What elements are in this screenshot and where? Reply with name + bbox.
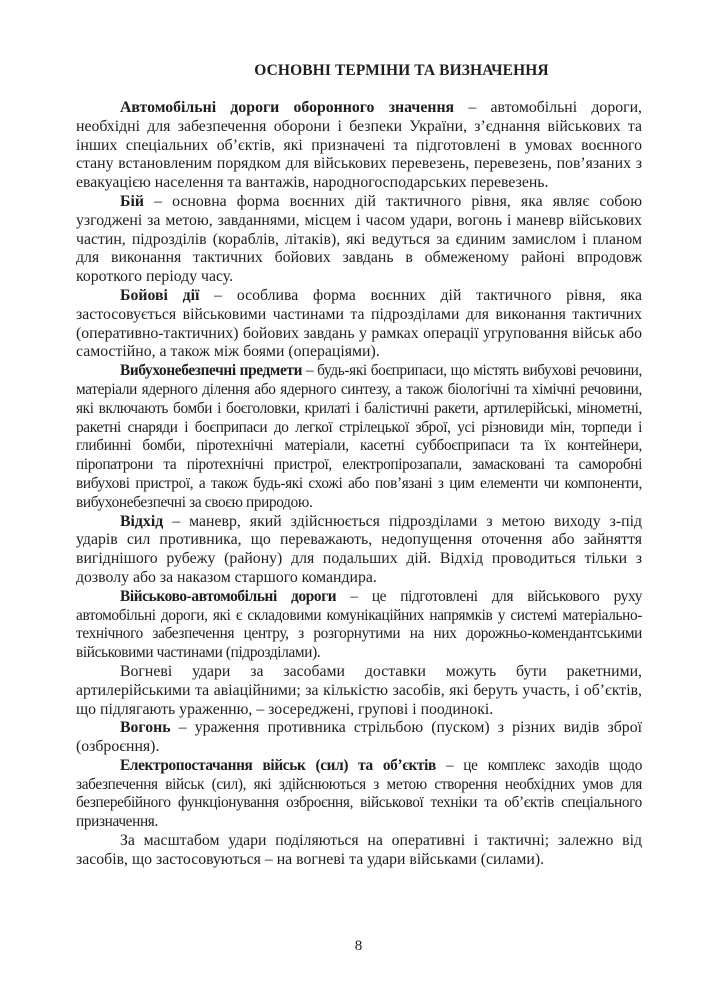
definition-text: – маневр, який здійснюється підрозділами з метою виходу з-під ударів сил противника, що переважають, недопущення оточення або зайняття вигіднішого рубежу (району) для подальших дій. Відхід проводиться тільки з дозволу або за наказом старшого командира. bbox=[76, 512, 642, 586]
definition-term: Вибухонебезпечні предмети bbox=[120, 362, 303, 380]
definition-text: – основна форма воєнних дій тактичного рівня, яка являє собою узгоджені за метою, завданнями, місцем і часом удари, вогонь і маневр військових частин, підрозділів (кораблів, літаків), які ведуться за єдиним замислом і планом для виконання тактичних бойових завдань в обмеженому районі впродовж короткого періоду часу. bbox=[76, 192, 642, 286]
document-body bbox=[76, 99, 642, 870]
definition-paragraph bbox=[76, 362, 642, 512]
definition-text: – автомобільні дороги, необхідні для забезпечення оборони і безпеки України, з’єднання військових та інших спеціальних об’єктів, які призначені та підготовлені в умовах воєнного стану встановленим порядком для військових перевезень, перевезень, пов’язаних з евакуацією населення та вантажів, народногосподарських перевезень. bbox=[76, 99, 642, 192]
definition-paragraph bbox=[76, 513, 642, 588]
definition-paragraph bbox=[76, 588, 642, 663]
paragraph-text: За масштабом удари поділяються на оперативні і тактичні; залежно від засобів, що застосовуються – на вогневі та удари військами (силами). bbox=[76, 832, 642, 868]
page-title: ОСНОВНІ ТЕРМІНИ ТА ВИЗНАЧЕННЯ bbox=[254, 62, 549, 79]
paragraph-text: Вогневі удари за засобами доставки можуть бути ракетними, артилерійськими та авіаційними; за кількістю засобів, які беруть участь, і об’єктів, що підлягають ураженню, – зосереджені, групові і поодинокі. bbox=[76, 662, 642, 718]
body-paragraph bbox=[76, 832, 642, 870]
definition-text: – ураження противника стрільбою (пуском) з різних видів зброї (озброєння). bbox=[76, 719, 642, 756]
definition-term: Автомобільні дороги оборонного значення bbox=[120, 99, 455, 116]
definition-text: – будь-які боєприпаси, що містять вибухові речовини, матеріали ядерного ділення або ядерного синтезу, а також біологічні та хімічні речовини, які включають бомби і боєголовки, крилаті і балістичні ракети, артилерійські, мінометні, ракетні снаряди і боєприпаси до легкої стрілецької зброї, усі різновиди мін, торпеди і глибинні бомби, піротехнічні матеріали, касетні суббоєприпаси та їх контейнери, піропатрони та піротехнічні пристрої, електропірозапали, замасковані та саморобні вибухові пристрої, а також будь-які схожі або пов’язані з цим елементи чи компоненти, вибухонебезпечні за своєю природою. bbox=[76, 362, 642, 511]
page-number: 8 bbox=[354, 938, 363, 954]
definition-paragraph bbox=[76, 719, 642, 757]
definition-term: Військово-автомобільні дороги bbox=[120, 587, 337, 605]
definition-term: Електропостачання військ (сил) та об’єктів bbox=[120, 756, 436, 774]
definition-text: – особлива форма воєнних дій тактичного рівня, яка застосовується військовими частинами та підрозділами для виконання тактичних (оперативно-тактичних) бойових завдань у рамках операції угруповання військ або самостійно, а також між боями (операціями). bbox=[76, 286, 643, 361]
definition-term: Бій bbox=[120, 192, 144, 210]
body-paragraph bbox=[76, 663, 642, 719]
definition-term: Відхід bbox=[120, 512, 164, 530]
definition-text: – це комплекс заходів щодо забезпечення військ (сил), які здійснюються з метою створення необхідних умов для безперебійного функціонування озброєння, військової техніки та об’єктів спеціального призначення. bbox=[76, 756, 643, 831]
definition-term: Вогонь bbox=[120, 719, 171, 737]
definition-paragraph bbox=[76, 757, 642, 832]
definition-text: – це підготовлені для військового руху автомобільні дороги, які є складовими комунікаційних напрямків у системі матеріально-технічного забезпечення центру, з розгорнутими на них дорожньо-комендантськими військовими частинами (підрозділами). bbox=[76, 587, 642, 662]
definition-term: Бойові дії bbox=[120, 286, 200, 304]
definition-paragraph bbox=[76, 287, 642, 362]
definition-paragraph bbox=[76, 193, 642, 287]
definition-paragraph bbox=[76, 99, 642, 193]
